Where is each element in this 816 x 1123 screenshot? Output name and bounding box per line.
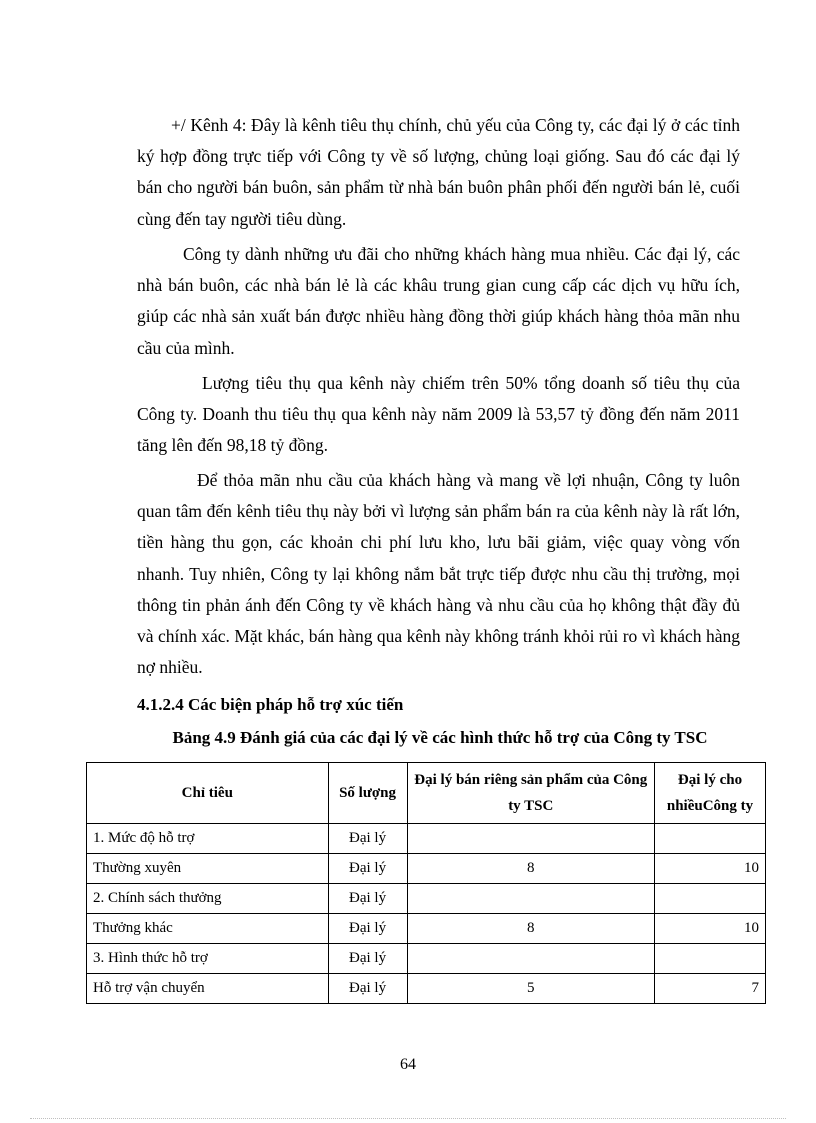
table-header-row bbox=[87, 763, 766, 824]
table-row bbox=[87, 884, 766, 914]
table-row bbox=[87, 854, 766, 884]
cell-criteria: 2. Chính sách thưởng bbox=[87, 884, 329, 914]
header-criteria: Chỉ tiêu bbox=[87, 763, 329, 824]
paragraph-sales-volume: Lượng tiêu thụ qua kênh này chiếm trên 50% tổng doanh số tiêu thụ của Công ty. Doanh thu tiêu thụ qua kênh này năm 2009 là 53,57 tỷ đồng đến năm 2011 tăng lên đến 98,18 tỷ đồng. bbox=[137, 373, 740, 456]
cell-exclusive bbox=[407, 884, 655, 914]
table-row bbox=[87, 944, 766, 974]
cell-multi: 10 bbox=[655, 854, 766, 884]
cell-multi bbox=[655, 884, 766, 914]
header-multi-company-agents: Đại lý cho nhiềuCông ty bbox=[655, 763, 766, 824]
header-quantity: Số lượng bbox=[328, 763, 407, 824]
cell-exclusive bbox=[407, 824, 655, 854]
cell-criteria: Thường xuyên bbox=[87, 854, 329, 884]
cell-criteria: 1. Mức độ hỗ trợ bbox=[87, 824, 329, 854]
paragraph-evaluation: Để thỏa mãn nhu cầu của khách hàng và mang về lợi nhuận, Công ty luôn quan tâm đến kênh tiêu thụ này bởi vì lượng sản phẩm bán ra của kênh này là rất lớn, tiền hàng thu gọn, các khoản chi phí lưu kho, lưu bãi giảm, việc quay vòng vốn nhanh. Tuy nhiên, Công ty lại không nắm bắt trực tiếp được nhu cầu thị trường, mọi thông tin phản ánh đến Công ty về khách hàng và nhu cầu của họ không thật đầy đủ và chính xác. Mặt khác, bán hàng qua kênh này không tránh khỏi rủi ro vì khách hàng nợ nhiều. bbox=[137, 470, 740, 678]
cell-unit: Đại lý bbox=[328, 944, 407, 974]
page-bottom-divider bbox=[30, 1118, 786, 1119]
paragraph-channel-4: +/ Kênh 4: Đây là kênh tiêu thụ chính, chủ yếu của Công ty, các đại lý ở các tỉnh ký hợp đồng trực tiếp với Công ty về số lượng, chủng loại giống. Sau đó các đại lý bán cho người bán buôn, sản phẩm từ nhà bán buôn phân phối đến người bán lẻ, cuối cùng đến tay người tiêu dùng. bbox=[137, 115, 740, 229]
header-exclusive-agents: Đại lý bán riêng sản phẩm của Công ty TSC bbox=[407, 763, 655, 824]
cell-criteria: Thưởng khác bbox=[87, 914, 329, 944]
table-row bbox=[87, 974, 766, 1004]
cell-unit: Đại lý bbox=[328, 884, 407, 914]
cell-unit: Đại lý bbox=[328, 824, 407, 854]
paragraph-incentives: Công ty dành những ưu đãi cho những khách hàng mua nhiều. Các đại lý, các nhà bán buôn, các nhà bán lẻ là các khâu trung gian cung cấp các dịch vụ hữu ích, giúp các nhà sản xuất bán được nhiều hàng đồng thời giúp khách hàng thỏa mãn nhu cầu của mình. bbox=[137, 244, 740, 358]
cell-exclusive bbox=[407, 944, 655, 974]
cell-unit: Đại lý bbox=[328, 974, 407, 1004]
table-row bbox=[87, 914, 766, 944]
cell-multi: 10 bbox=[655, 914, 766, 944]
table-caption: Bảng 4.9 Đánh giá của các đại lý về các hình thức hỗ trợ của Công ty TSC bbox=[172, 728, 708, 747]
cell-multi bbox=[655, 944, 766, 974]
cell-criteria: Hỗ trợ vận chuyển bbox=[87, 974, 329, 1004]
cell-unit: Đại lý bbox=[328, 914, 407, 944]
cell-exclusive: 8 bbox=[407, 914, 655, 944]
section-heading: 4.1.2.4 Các biện pháp hỗ trợ xúc tiến bbox=[137, 695, 404, 714]
cell-exclusive: 5 bbox=[407, 974, 655, 1004]
table-row bbox=[87, 824, 766, 854]
cell-exclusive: 8 bbox=[407, 854, 655, 884]
support-evaluation-table bbox=[86, 762, 766, 1004]
page-number: 64 bbox=[400, 1056, 416, 1073]
cell-criteria: 3. Hình thức hỗ trợ bbox=[87, 944, 329, 974]
cell-unit: Đại lý bbox=[328, 854, 407, 884]
cell-multi bbox=[655, 824, 766, 854]
cell-multi: 7 bbox=[655, 974, 766, 1004]
